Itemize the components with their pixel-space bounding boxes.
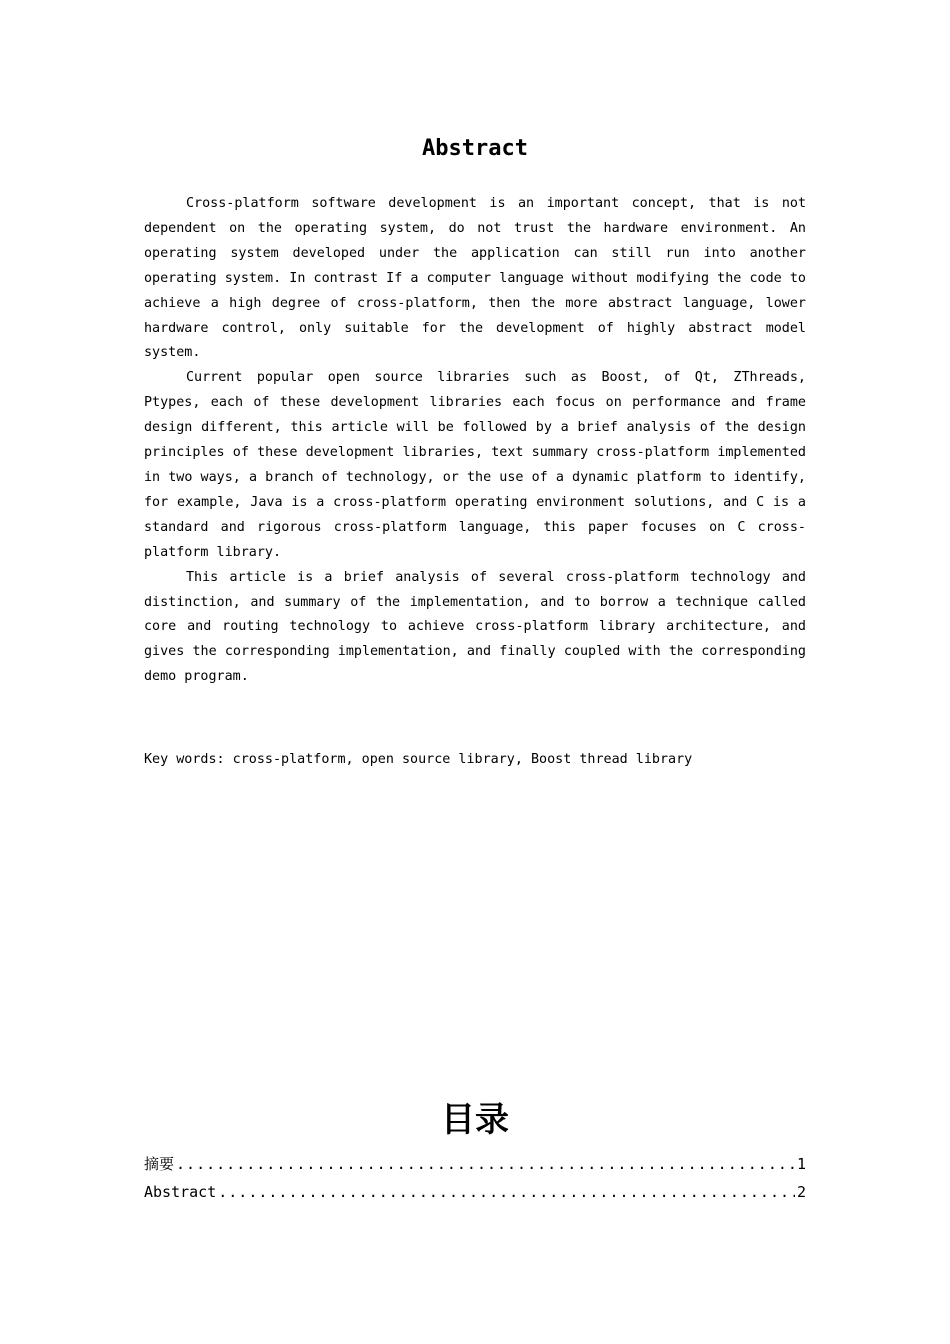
- abstract-paragraph-1: Cross-platform software development is an important concept, that is not dependent on the operating system, do not trust the hardware environment. An operating system developed under the application can still run into another operating system. In contrast If a computer language without modifying the code to achieve a high degree of cross-platform, then the more abstract language, lower hardware control, only suitable for the development of highly abstract model system.: [144, 196, 806, 361]
- toc-entry-page: 1: [796, 1155, 806, 1173]
- table-of-contents: [144, 1150, 806, 1206]
- keywords-line: Key words: cross-platform, open source library, Boost thread library: [144, 752, 693, 767]
- abstract-paragraph-3: This article is a brief analysis of several cross-platform technology and distinction, and summary of the implementation, and to borrow a technique called core and routing technology to achieve cross-platform library architecture, and gives the corresponding implementation, and finally coupled with the corresponding demo program.: [144, 569, 806, 685]
- abstract-paragraph-2: Current popular open source libraries such as Boost, of Qt, ZThreads, Ptypes, each of these development libraries each focus on performance and frame design different, this article will be followed by a brief analysis of the design principles of these development libraries, text summary cross-platform implemented in two ways, a branch of technology, or the use of a dynamic platform to identify, for example, Java is a cross-platform operating environment solutions, and C is a standard and rigorous cross-platform language, this paper focuses on C cross-platform library.: [144, 370, 806, 560]
- toc-dot-leader: [218, 1178, 795, 1206]
- abstract-body: [144, 192, 806, 690]
- toc-entry-abstract-en[interactable]: [144, 1178, 806, 1206]
- abstract-title: Abstract: [422, 136, 528, 161]
- toc-entry-abstract-zh[interactable]: [144, 1150, 806, 1178]
- toc-entry-page: 2: [796, 1183, 806, 1201]
- toc-entry-label: Abstract: [144, 1183, 217, 1201]
- toc-dot-leader: [176, 1150, 795, 1178]
- toc-entry-label: 摘要: [144, 1155, 175, 1173]
- toc-title: 目录: [441, 1100, 509, 1140]
